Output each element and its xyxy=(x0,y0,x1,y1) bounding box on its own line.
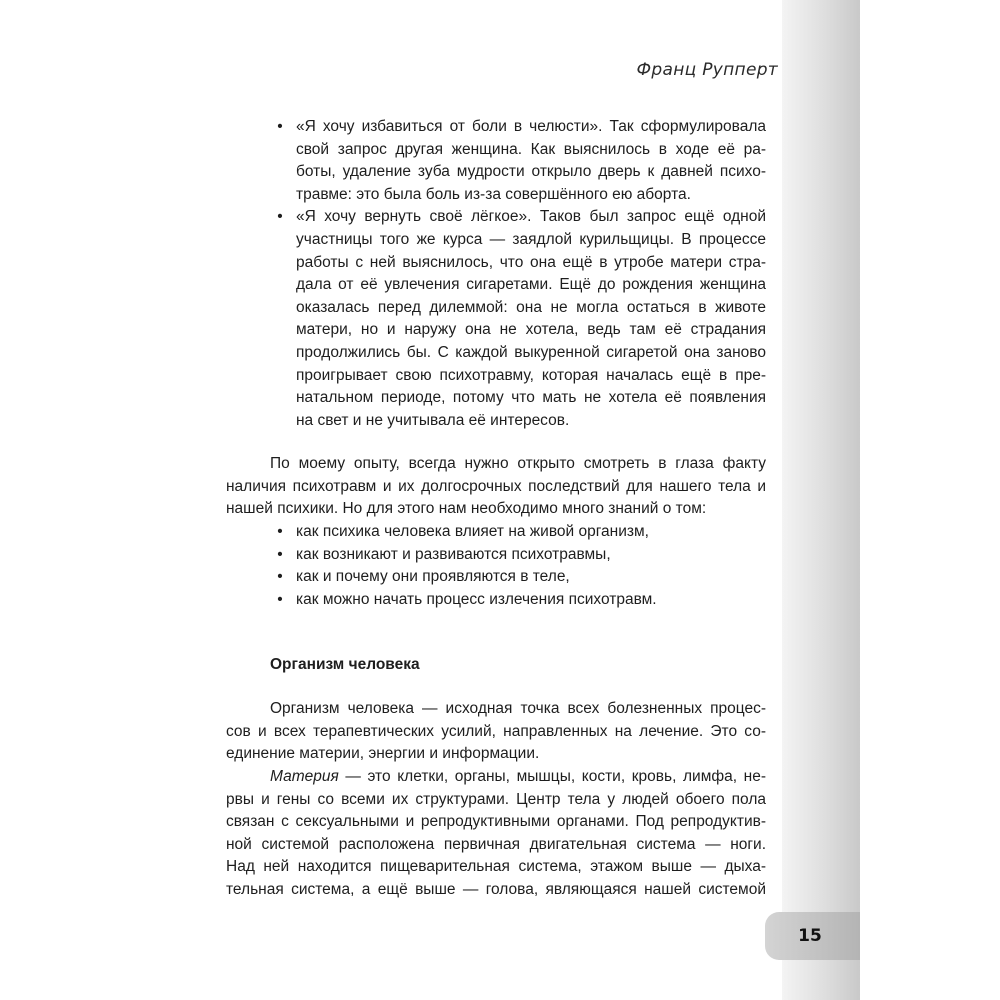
list-item: • как возникают и развиваются психотравмы, xyxy=(226,544,766,567)
bullet-icon: • xyxy=(277,568,283,586)
bullet-icon: • xyxy=(277,590,283,608)
page-edge-strip xyxy=(782,0,860,1000)
list-item: • как можно начать процесс излечения психотравм. xyxy=(226,589,766,612)
matter-first-line: Материя — это клетки, органы, мышцы, кости, кровь, лимфа, не- xyxy=(270,768,766,785)
term-matter: Материя xyxy=(270,768,339,785)
bullet-list-top xyxy=(226,116,766,432)
paragraph-organism: Организм человека — исходная точка всех болезненных процес- сов и всех терапевтических усилий, направленных на лечение. Это со- единение материи, энергии и информации. xyxy=(226,700,766,763)
list-item: • как психика человека влияет на живой организм, xyxy=(226,521,766,544)
paragraph-matter: Материя — это клетки, органы, мышцы, кости, кровь, лимфа, не- рвы и гены со всеми их структурами. Центр тела у людей обоего пола связан с сексуальными и репродуктивными органами. Под репродуктив- ной системой расположена первичная двигательная система — ноги. Над ней находится пищеварительная система, этажом выше — дыха- тельная система, а ещё выше — голова, являющаяся нашей системой xyxy=(226,768,766,898)
section-heading: Организм человека xyxy=(270,656,420,673)
bullet-icon: • xyxy=(277,523,283,540)
bullet-item-jaw: • «Я хочу избавиться от боли в челюсти». Так сформулировала свой запрос другая женщина. Как выяснилось в ходе её ра- боты, удаление зуба мудрости открыло дверь к давней психо- травме: это была боль из-за совершённого ею аборта. xyxy=(226,116,766,206)
bullet-icon: • xyxy=(277,545,283,563)
list-item: • как и почему они проявляются в теле, xyxy=(226,566,766,589)
bullet-list-short xyxy=(226,521,766,611)
bullet-icon: • xyxy=(277,118,283,135)
bullet-icon: • xyxy=(277,208,283,226)
bullet-item-lung: • «Я хочу вернуть своё лёгкое». Таков был запрос ещё одной участницы того же курса — заядлой курильщицы. В процессе работы с ней выяснилось, что она ещё в утробе матери стра- дала от её увлечения сигаретами. Ещё до рождения женщина оказалась перед дилеммой: она не могла остаться в животе матери, но и наружу она не хотела, ведь там её страдания продолжились бы. С каждой выкуренной сигаретой она заново проигрывает свою психотравму, которая началась ещё в пре- натальном периоде, потому что мать не хотела её появления на свет и не учитывала её интересов. xyxy=(226,206,766,432)
running-header-author: Франц Рупперт xyxy=(636,60,778,80)
page-number: 15 xyxy=(798,926,822,946)
paragraph-experience: По моему опыту, всегда нужно открыто смотреть в глаза факту наличия психотравм и их долгосрочных последствий для нашего тела и нашей психики. Но для этого нам необходимо много знаний о том: xyxy=(226,455,766,518)
